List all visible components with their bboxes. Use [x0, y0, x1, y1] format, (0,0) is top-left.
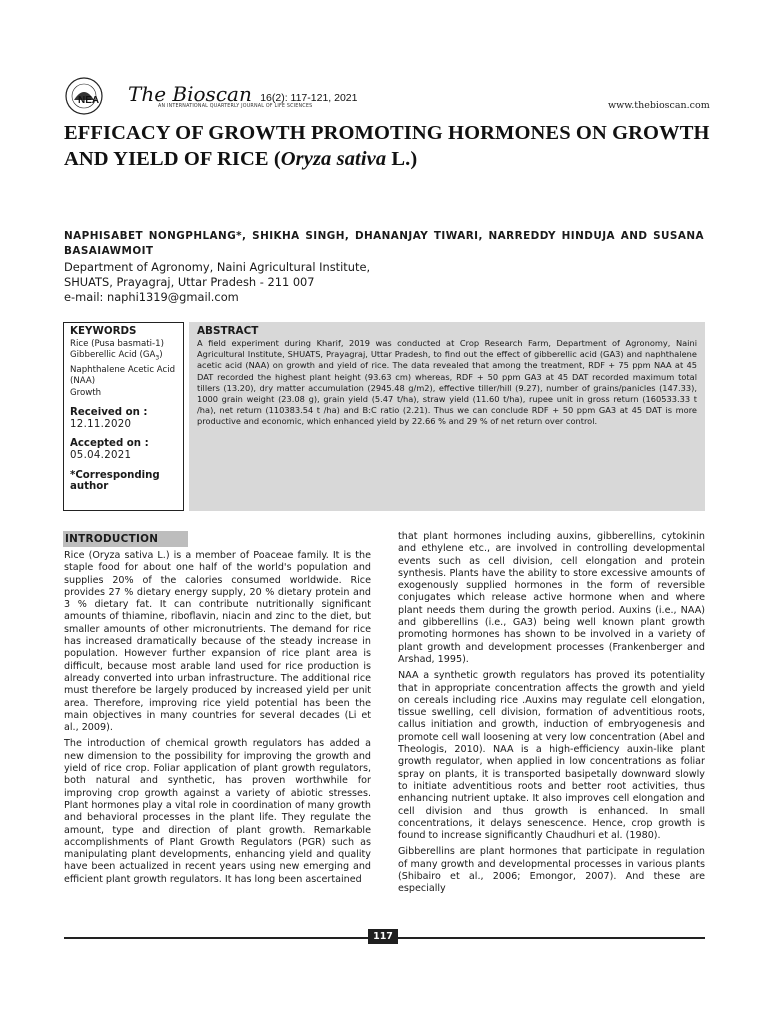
keywords-box	[63, 322, 184, 511]
body-column-right	[398, 531, 705, 900]
journal-logo	[64, 76, 122, 116]
author-email[interactable]: e-mail: naphi1319@gmail.com	[64, 290, 239, 304]
journal-title: The Bioscan	[128, 82, 252, 106]
title-main: EFFICACY OF GROWTH PROMOTING HORMONES ON GROWTH AND YIELD OF RICE (	[64, 122, 710, 170]
body-paragraph: NAA a synthetic growth regulators has proved its potentiality that in appropriate concentration affects the growth and yield on cereals including rice .Auxins may regulate cell elongation, tissue swelling, cell division, formation of adventitious roots, callus initiation and growth, induction of embryogenesis and promote cell wall loosening at very low concentration (Abel and Theologis, 2010). NAA is a high-efficiency auxin-like plant growth regulator, when applied in low concentrations as foliar spray on plants, it is transported basipetally downward slowly to initiate adventitious roots and better root activities, thus enhancing nutrient uptake. It also improves cell elongation and cell division and thus growth is enhanced. In small concentrations, it delays senescence. Hence, crop growth is found to increase significantly Chaudhuri et al. (1980).	[398, 670, 705, 842]
received-label: Received on :	[70, 407, 148, 419]
page-number: 117	[368, 929, 398, 944]
journal-tagline: AN INTERNATIONAL QUARTERLY JOURNAL OF LIFE SCIENCES	[158, 104, 313, 109]
received-date: 12.11.2020	[70, 418, 132, 430]
body-paragraph: The introduction of chemical growth regulators has added a new dimension to the possibility for improving the growth and yield of rice crop. Foliar application of plant growth regulators, both natural and synthetic, has proven worthwhile for improving crop growth against a variety of abiotic stresses. Plant hormones play a vital role in coordination of many growth and behavioral processes in the plant life. They regulate the amount, type and direction of plant growth. Remarkable accomplishments of Plant Growth Regulators (PGR) such as manipulating plant developments, enhancing yield and quality have been actualized in recent years using new emerging and efficient plant growth regulators. It has long been ascertained	[64, 738, 371, 885]
accepted-date: 05.04.2021	[70, 450, 132, 462]
affiliation-line-2: SHUATS, Prayagraj, Uttar Pradesh - 211 007	[64, 275, 315, 289]
introduction-heading: INTRODUCTION	[63, 531, 188, 547]
keyword-item: Naphthalene Acetic Acid (NAA)	[70, 364, 176, 387]
keywords-heading: KEYWORDS	[70, 325, 137, 337]
body-paragraph: Rice (Oryza sativa L.) is a member of Poaceae family. It is the staple food for about one half of the world's population and supplies 20% of the calories consumed worldwide. Rice provides 27 % dietary energy supply, 20 % dietary protein and 3 % dietary fat. It can contribute nutritionally significant amounts of thiamine, riboflavin, niacin and zinc to the diet, but smaller amounts of other micronutrients. The demand for rice has increased dramatically because of the steady increase in population. However further expansion of rice plant area is difficult, because most arable land used for rice production is already converted into urban infrastructure. The additional rice must therefore be largely produced by increased yield per unit area. Therefore, improving rice yield potential has been the main objectives in many countries for several decades (Li et al., 2009).	[64, 550, 371, 734]
logo-text: NEA	[78, 95, 100, 106]
abstract-box	[189, 322, 705, 511]
accepted-label: Accepted on :	[70, 438, 149, 450]
title-scientific-name: Oryza sativa	[280, 148, 387, 170]
title-end: L.)	[386, 148, 418, 170]
affiliation-line-1: Department of Agronomy, Naini Agricultural Institute,	[64, 260, 371, 274]
journal-name	[128, 82, 357, 106]
author-list: NAPHISABET NONGPHLANG*, SHIKHA SINGH, DHANANJAY TIWARI, NARREDDY HINDUJA AND SUSANA BASAIAWMOIT	[64, 230, 704, 257]
body-column-left	[64, 550, 371, 890]
keyword-item: Gibberellic Acid $(GA_3)$	[70, 350, 163, 362]
journal-website[interactable]: www.thebioscan.com	[608, 100, 710, 111]
body-paragraph: that plant hormones including auxins, gibberellins, cytokinin and ethylene etc., are involved in controlling developmental events such as cell division, cell elongation and protein synthesis. Plants have the ability to store excessive amounts of exogenously supplied hormones in the form of reversible conjugates which release active hormone when and where plant needs them during the growth period. Auxins (i.e., NAA) and gibberellins (i.e., GA3) being well known plant growth promoting hormones has shown to be involved in a variety of plant growth and development processes (Frankenberger and Arshad, 1995).	[398, 531, 705, 665]
article-title	[64, 120, 714, 172]
abstract-text: A field experiment during Kharif, 2019 was conducted at Crop Research Farm, Department of Agronomy, Naini Agricultural Institute, SHUATS, Prayagraj, Uttar Pradesh, to find out the effect of gibberellic acid (GA3) and naphthalene acetic acid (NAA) on growth and yield of rice. The data revealed that among the treatment, RDF + 75 ppm NAA at 45 DAT recorded the highest plant height (93.63 cm) whereas, RDF + 50 ppm GA3 at 45 DAT recorded maximum total tillers (13.20), dry matter accumulation (2945.48 g/m2), effective tiller/hill (9.27), number of grains/panicles (147.33), 1000 grain weight (23.08 g), grain yield (5.47 t/ha), straw yield (11.60 t/ha), rupee unit in gross return (160533.33 t /ha), net return (110383.54 t /ha) and B:C ratio (2.21). Thus we can conclude RDF + 50 ppm GA3 at 45 DAT is more productive and economic, which enhanced yield by 22.66 % and 29 % of net return over control.	[197, 338, 697, 427]
keyword-item: Growth	[70, 387, 102, 398]
volume-issue: 16(2): 117-121, 2021	[260, 92, 358, 104]
abstract-heading: ABSTRACT	[197, 325, 259, 337]
keyword-item: Rice (Pusa basmati-1)	[70, 338, 164, 349]
body-paragraph: Gibberellins are plant hormones that participate in regulation of many growth and developmental processes in various plants (Shibairo et al., 2006; Emongor, 2007). And these are especially	[398, 846, 705, 895]
corresponding-author-note: *Corresponding author	[70, 469, 160, 493]
